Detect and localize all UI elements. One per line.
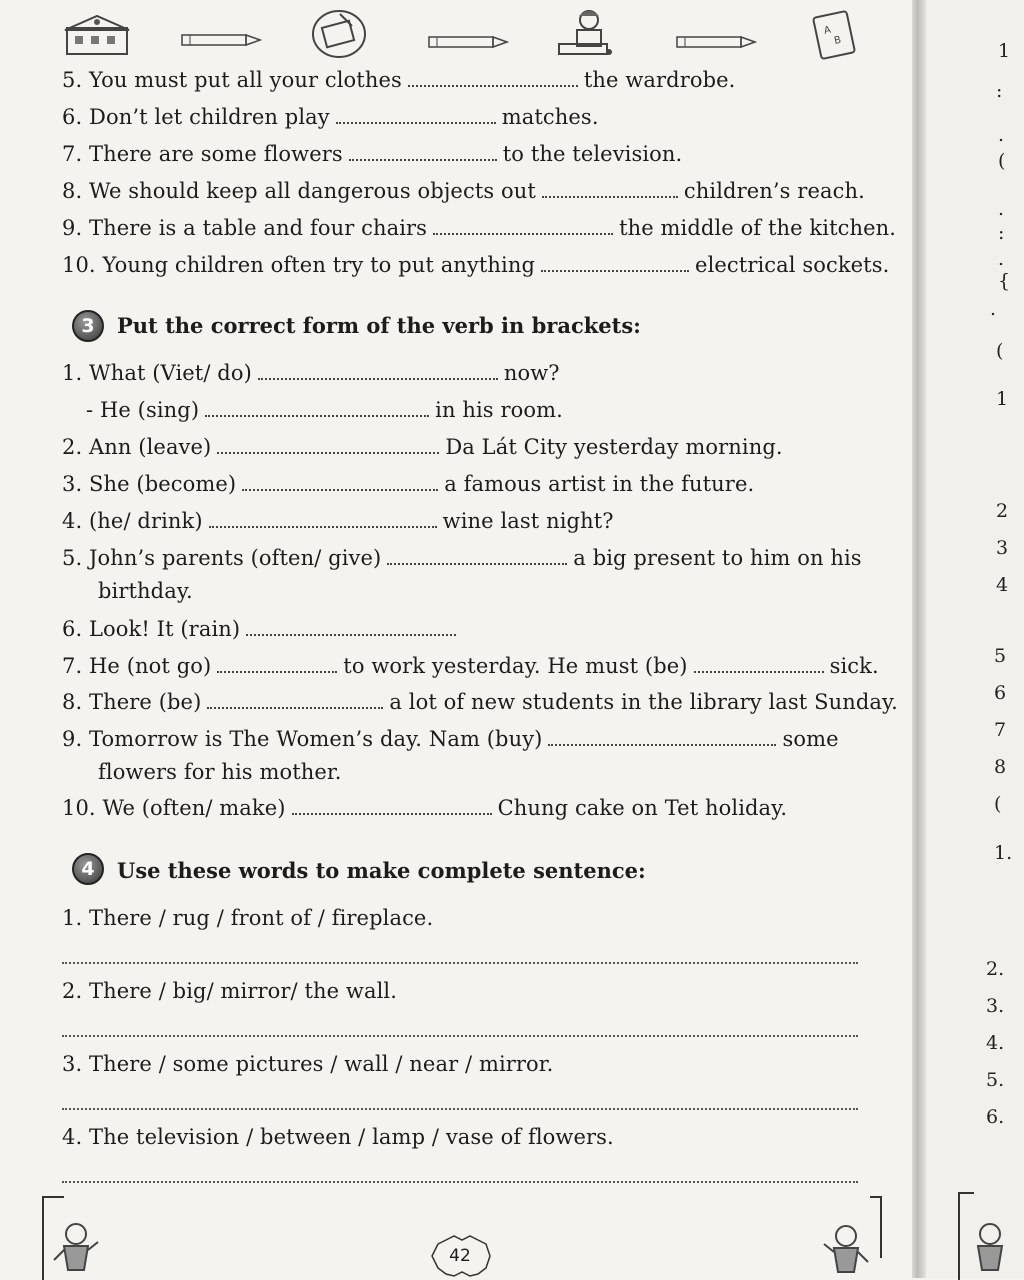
exercise-2-item bbox=[62, 68, 735, 92]
exercise-4-item: 3. There / some pictures / wall / near / mirror. bbox=[62, 1052, 554, 1076]
facing-page-mark: 5 bbox=[994, 645, 1007, 667]
exercise-3-item-text: 6. Look! It (rain) bbox=[62, 617, 241, 641]
pencil-icon bbox=[427, 34, 509, 50]
facing-page-mark: { bbox=[998, 270, 1011, 292]
facing-page-mark: 2 bbox=[996, 500, 1009, 522]
child-mascot-icon bbox=[966, 1220, 1016, 1278]
exercise-3-item-after: Chung cake on Tet holiday. bbox=[497, 796, 788, 820]
decorative-header bbox=[55, 8, 875, 60]
facing-page-mark: 7 bbox=[994, 719, 1007, 741]
facing-page-mark: 3 bbox=[996, 537, 1009, 559]
exercise-3-item-middle: to work yesterday. He must (be) bbox=[343, 654, 688, 678]
exercise-3-item-after: a big present to him on his bbox=[573, 546, 862, 570]
book-spine bbox=[912, 0, 926, 1278]
exercise-2-item bbox=[62, 253, 889, 277]
answer-line[interactable] bbox=[62, 962, 858, 964]
pencil-icon bbox=[180, 32, 262, 48]
exercise-3-item-after: in his room. bbox=[435, 398, 563, 422]
exercise-3-item-after: now? bbox=[503, 361, 560, 385]
facing-page-mark: 1. bbox=[994, 842, 1013, 864]
page-number: 42 bbox=[449, 1246, 471, 1266]
answer-line[interactable] bbox=[62, 1181, 858, 1183]
facing-page-mark: : bbox=[996, 80, 1003, 102]
exercise-4-title: Use these words to make complete sentence: bbox=[117, 858, 646, 883]
globe-book-icon bbox=[310, 8, 368, 60]
exercise-3-item-after: wine last night? bbox=[442, 509, 614, 533]
exercise-2-item-text: 5. You must put all your clothes bbox=[62, 68, 402, 92]
exercise-3-item-after: sick. bbox=[829, 654, 879, 678]
exercise-3-item-continuation: flowers for his mother. bbox=[98, 760, 342, 784]
answer-blank[interactable] bbox=[336, 118, 496, 124]
facing-page-edge bbox=[926, 0, 1024, 1278]
exercise-3-item-continuation: birthday. bbox=[98, 579, 193, 603]
answer-blank[interactable] bbox=[217, 667, 337, 673]
exercise-3-item-text: 10. We (often/ make) bbox=[62, 796, 286, 820]
exercise-3-item-text: 5. John’s parents (often/ give) bbox=[62, 546, 382, 570]
answer-blank[interactable] bbox=[258, 374, 498, 380]
child-mascot-icon bbox=[818, 1222, 874, 1278]
answer-blank[interactable] bbox=[207, 703, 383, 709]
answer-blank[interactable] bbox=[242, 485, 438, 491]
exercise-2-item-after: matches. bbox=[501, 105, 599, 129]
exercise-3-item bbox=[62, 796, 787, 820]
answer-line[interactable] bbox=[62, 1108, 858, 1110]
exercise-4-item: 4. The television / between / lamp / vase of flowers. bbox=[62, 1125, 614, 1149]
exercise-3-item-text: 7. He (not go) bbox=[62, 654, 212, 678]
exercise-3-item bbox=[62, 617, 462, 641]
exercise-3-item bbox=[62, 727, 839, 751]
svg-text:B: B bbox=[833, 34, 843, 47]
answer-blank[interactable] bbox=[246, 630, 456, 636]
answer-blank[interactable] bbox=[209, 522, 437, 528]
exercise-3-item-after: a famous artist in the future. bbox=[444, 472, 755, 496]
exercise-2-item bbox=[62, 142, 682, 166]
answer-line[interactable] bbox=[62, 1035, 858, 1037]
facing-page-mark: 6. bbox=[986, 1106, 1005, 1128]
answer-blank[interactable] bbox=[541, 266, 689, 272]
exercise-3-item-text: 2. Ann (leave) bbox=[62, 435, 212, 459]
facing-page-mark: 1 bbox=[998, 40, 1011, 62]
footer-frame-right bbox=[870, 1196, 882, 1258]
exercise-3-item-text: 3. She (become) bbox=[62, 472, 237, 496]
answer-blank[interactable] bbox=[694, 667, 824, 673]
exercise-3-item-after: some bbox=[782, 727, 839, 751]
exercise-2-item bbox=[62, 179, 865, 203]
facing-page-mark: 1 bbox=[996, 388, 1009, 410]
exercise-3-item bbox=[62, 361, 560, 385]
facing-page-mark: . bbox=[998, 124, 1005, 146]
child-mascot-icon bbox=[50, 1220, 102, 1278]
exercise-2-item bbox=[62, 105, 599, 129]
exercise-2-item-text: 8. We should keep all dangerous objects out bbox=[62, 179, 536, 203]
facing-page-mark: ( bbox=[998, 150, 1006, 172]
answer-blank[interactable] bbox=[292, 809, 492, 815]
exercise-3-item-text: 8. There (be) bbox=[62, 690, 202, 714]
exercise-3-item bbox=[86, 398, 563, 422]
exercise-2-item-after: children’s reach. bbox=[683, 179, 865, 203]
facing-page-mark: . bbox=[998, 198, 1005, 220]
facing-page-mark: . bbox=[990, 298, 997, 320]
facing-page-mark: 2. bbox=[986, 958, 1005, 980]
exercise-3-item bbox=[62, 472, 754, 496]
facing-page-mark: : bbox=[998, 222, 1005, 244]
exercise-2-item-text: 6. Don’t let children play bbox=[62, 105, 330, 129]
school-building-icon bbox=[63, 14, 141, 58]
facing-page-mark: ( bbox=[996, 340, 1004, 362]
answer-blank[interactable] bbox=[349, 155, 497, 161]
exercise-2-item-after: the middle of the kitchen. bbox=[619, 216, 897, 240]
exercise-3-item-after: Da Lát City yesterday morning. bbox=[445, 435, 783, 459]
answer-blank[interactable] bbox=[548, 740, 776, 746]
exercise-3-item bbox=[62, 546, 862, 570]
exercise-4-item: 2. There / big/ mirror/ the wall. bbox=[62, 979, 398, 1003]
exercise-3-item-text: 9. Tomorrow is The Women’s day. Nam (buy) bbox=[62, 727, 543, 751]
exercise-3-item bbox=[62, 509, 614, 533]
exercise-3-item bbox=[62, 435, 783, 459]
facing-page-mark: 3. bbox=[986, 995, 1005, 1017]
exercise-3-item bbox=[62, 690, 898, 714]
answer-blank[interactable] bbox=[387, 559, 567, 565]
answer-blank[interactable] bbox=[433, 229, 613, 235]
answer-blank[interactable] bbox=[542, 192, 678, 198]
exercise-3-badge: 3 bbox=[72, 310, 104, 342]
exercise-2-item-after: the wardrobe. bbox=[583, 68, 736, 92]
exercise-2-item-after: electrical sockets. bbox=[695, 253, 890, 277]
facing-page-mark: 8 bbox=[994, 756, 1007, 778]
exercise-3-title: Put the correct form of the verb in brackets: bbox=[117, 313, 641, 338]
answer-blank[interactable] bbox=[217, 448, 439, 454]
pencil-icon bbox=[675, 34, 757, 50]
facing-page-mark: 6 bbox=[994, 682, 1007, 704]
facing-page-mark: 5. bbox=[986, 1069, 1005, 1091]
answer-blank[interactable] bbox=[408, 81, 578, 87]
exercise-2-item-text: 7. There are some flowers bbox=[62, 142, 343, 166]
facing-page-mark: ( bbox=[994, 793, 1002, 815]
child-reading-icon bbox=[555, 8, 617, 60]
exercise-4-badge: 4 bbox=[72, 853, 104, 885]
exercise-2-item-text: 10. Young children often try to put anything bbox=[62, 253, 536, 277]
exercise-2-item-text: 9. There is a table and four chairs bbox=[62, 216, 428, 240]
exercise-4-item: 1. There / rug / front of / fireplace. bbox=[62, 906, 434, 930]
exercise-3-item-text: 4. (he/ drink) bbox=[62, 509, 203, 533]
facing-page-mark: 4 bbox=[996, 574, 1009, 596]
facing-page-mark: . bbox=[998, 248, 1005, 270]
exercise-3-item-text: 1. What (Viet/ do) bbox=[62, 361, 252, 385]
exercise-2-item-after: to the television. bbox=[502, 142, 683, 166]
exercise-2-item bbox=[62, 216, 896, 240]
abc-book-icon bbox=[811, 10, 861, 60]
exercise-3-item-after: a lot of new students in the library last Sunday. bbox=[389, 690, 898, 714]
svg-text:A: A bbox=[822, 24, 832, 37]
facing-page-mark: 4. bbox=[986, 1032, 1005, 1054]
answer-blank[interactable] bbox=[205, 411, 429, 417]
exercise-3-item bbox=[62, 654, 879, 678]
exercise-3-item-text: - He (sing) bbox=[86, 398, 200, 422]
